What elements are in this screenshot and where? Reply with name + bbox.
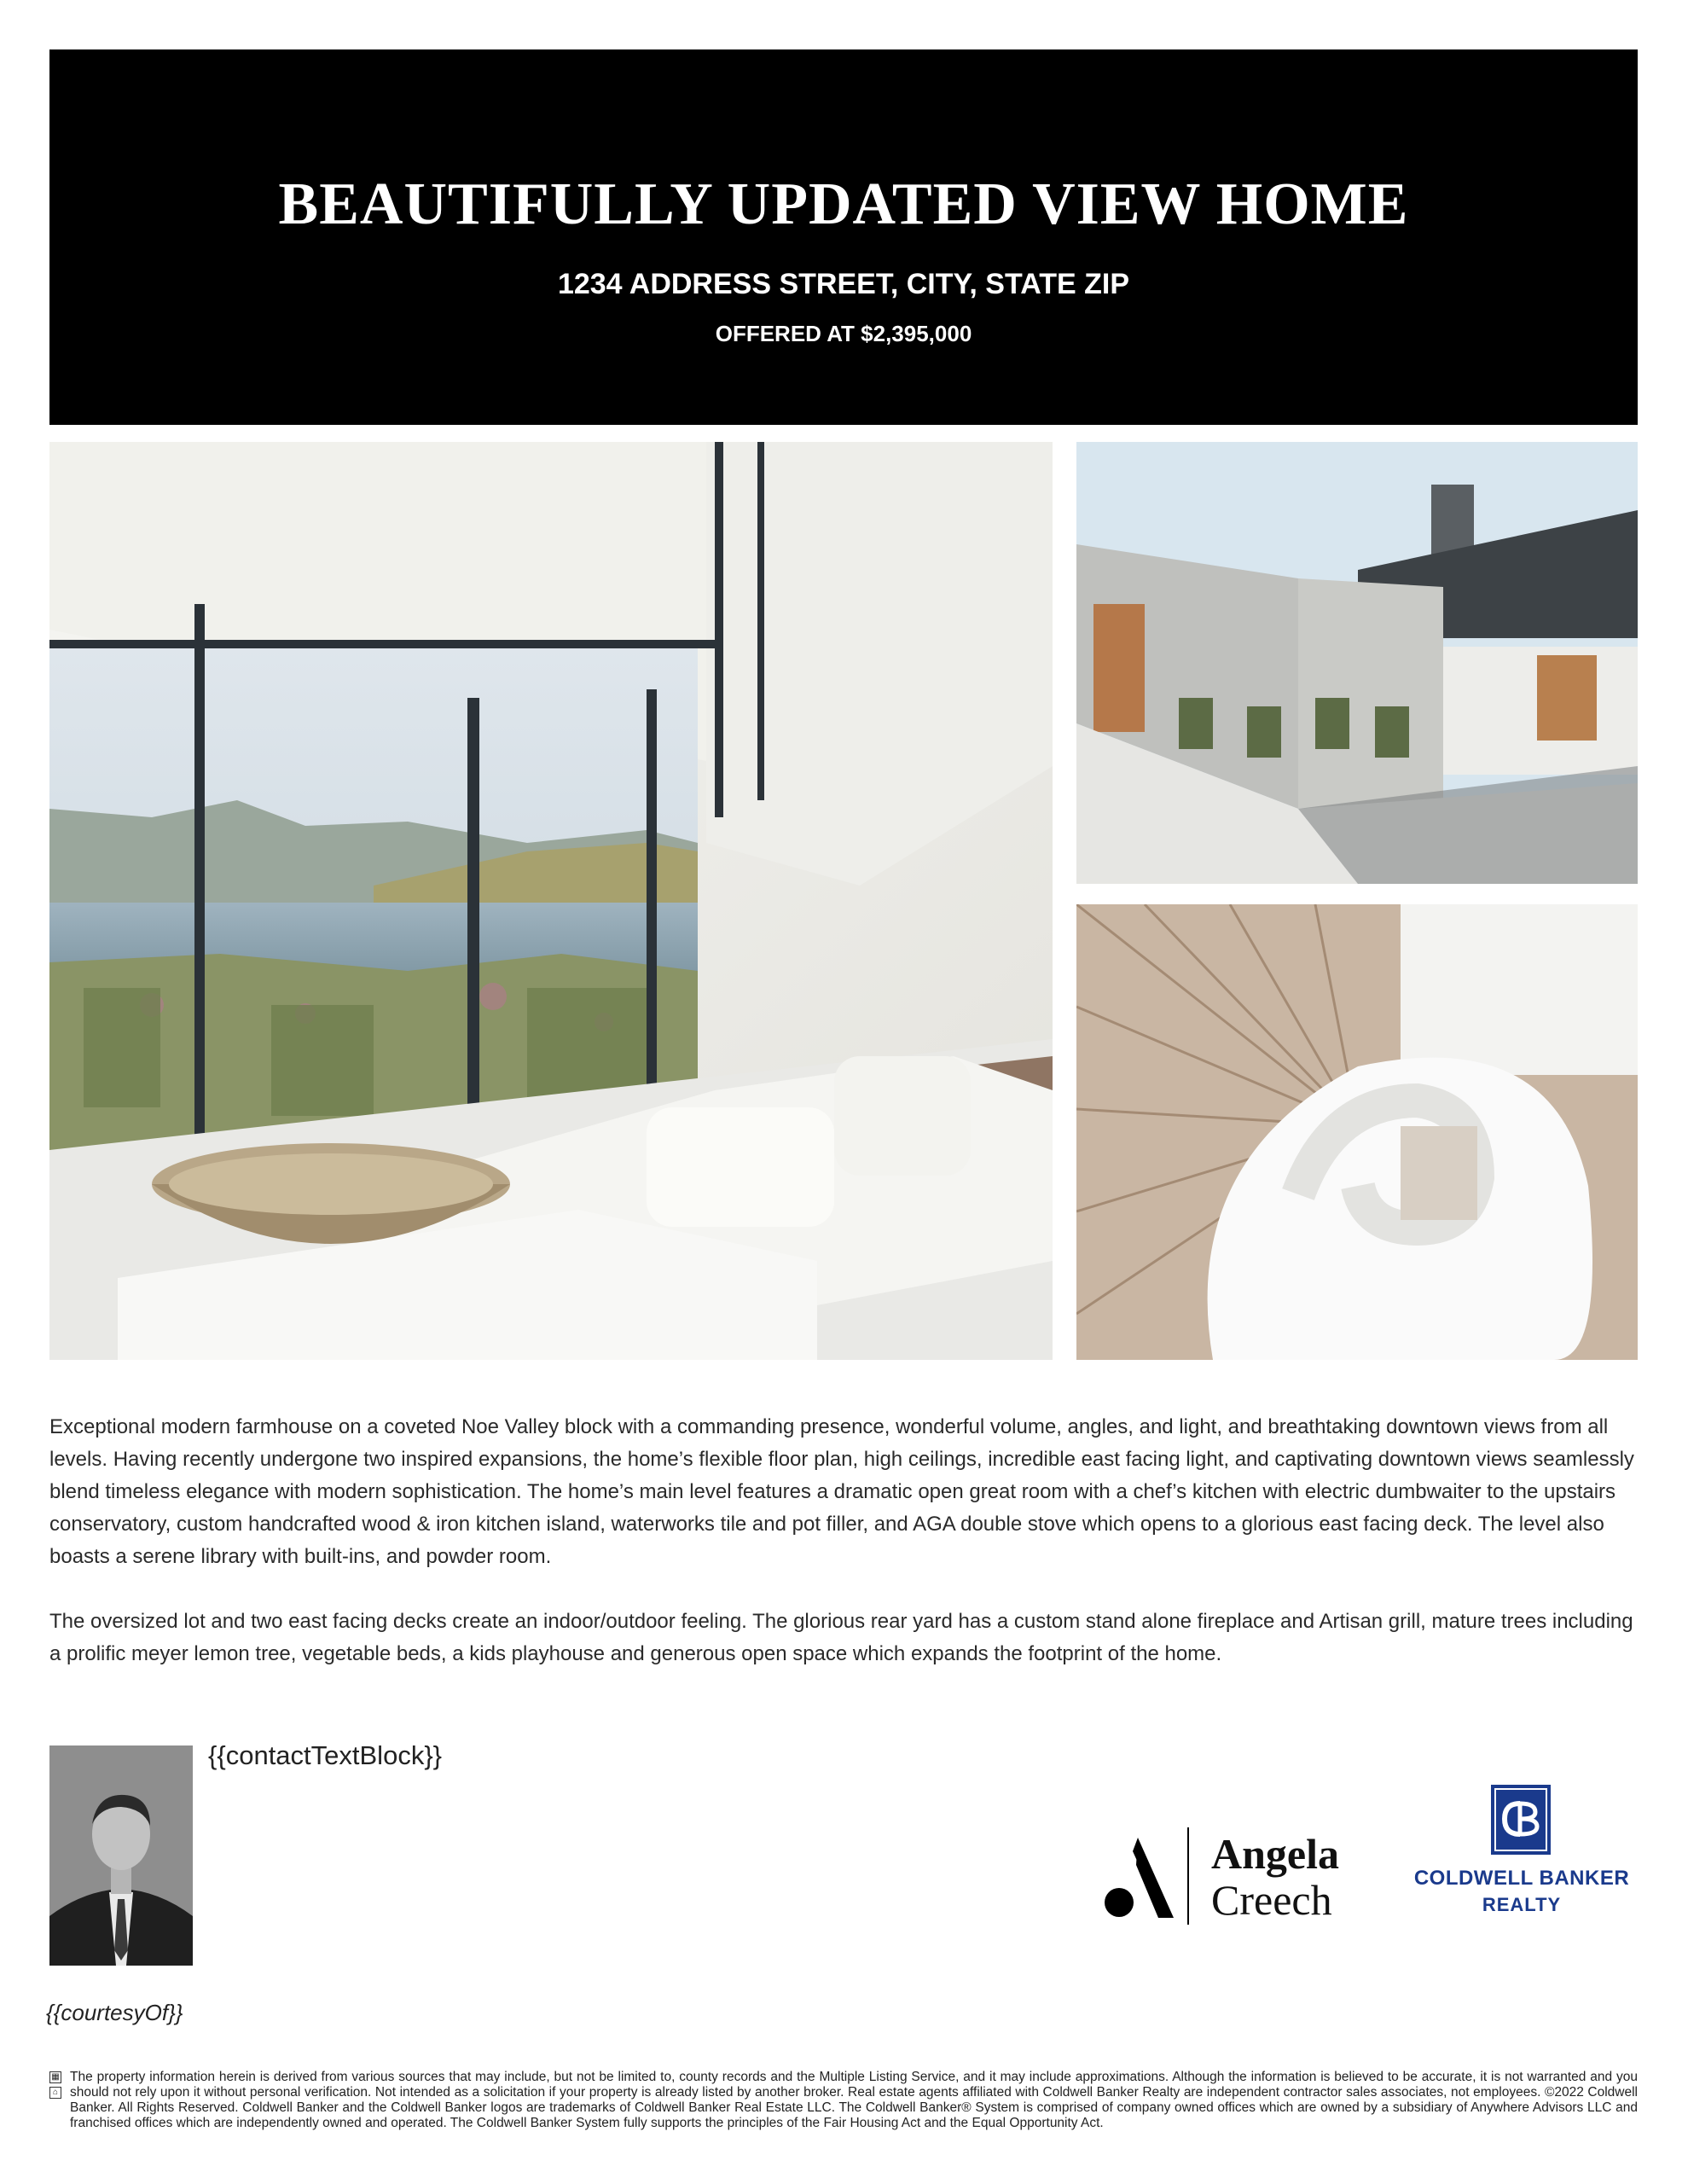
logo-last-name: Creech — [1211, 1876, 1332, 1924]
agent-headshot — [49, 1745, 193, 1966]
disclaimer-icons — [49, 2071, 65, 2102]
listing-title: BEAUTIFULLY UPDATED VIEW HOME — [278, 171, 1409, 237]
listing-price: OFFERED AT $2,395,000 — [715, 321, 972, 346]
cb-name: COLDWELL BANKER — [1413, 1867, 1630, 1890]
angela-creech-logo — [1099, 1827, 1370, 1928]
listing-address: 1234 ADDRESS STREET, CITY, STATE ZIP — [557, 268, 1130, 300]
header-banner — [49, 49, 1638, 425]
property-description — [49, 1411, 1638, 1670]
legal-disclaimer — [49, 2070, 1638, 2146]
disclaimer-text: The property information herein is derived from various sources that may include, but not be limited to, county records and the Multiple Listing Service, and it may include approximations. Although the information is believed to be accurate, it is not warranted and you should not rely upon it without personal verification. Not intended as a solicitation if your property is already listed by another broker. Real estate agents affiliated with Coldwell Banker Realty are independent contractor sales associates, not employees. ©2022 Coldwell Banker. All Rights Reserved. Coldwell Banker and the Coldwell Banker logos are trademarks of Coldwell Banker Real Estate LLC. The Coldwell Banker® System is comprised of company owned offices which are owned by a subsidiary of Anywhere Advisors LLC and franchised offices which are independently owned and operated. The Coldwell Banker System fully supports the principles of the Fair Housing Act and the Equal Opportunity Act. — [70, 2070, 1638, 2130]
coldwell-banker-logo — [1406, 1785, 1638, 1921]
description-paragraph-2: The oversized lot and two east facing decks create an indoor/outdoor feeling. The glorious rear yard has a custom stand alone fireplace and Artisan grill, mature trees including a prolific meyer lemon tree, vegetable beds, a kids playhouse and generous open space which expands the footprint of the home. — [49, 1610, 1633, 1665]
living-room-photo — [49, 442, 1053, 1360]
logo-divider — [1187, 1827, 1189, 1925]
cb-badge-icon — [1491, 1785, 1551, 1855]
angela-a-logo-icon — [1099, 1836, 1174, 1918]
logo-first-name: Angela — [1211, 1830, 1339, 1878]
contact-text-block: {{contactTextBlock}} — [208, 1740, 443, 1770]
mls-icon: ▦ — [49, 2071, 61, 2083]
staircase-photo — [1076, 904, 1638, 1360]
cb-realty: REALTY — [1482, 1894, 1562, 1915]
courtesy-of: {{courtesyOf}} — [46, 2000, 183, 2025]
description-paragraph-1: Exceptional modern farmhouse on a coveted Noe Valley block with a commanding presence, wonderful volume, angles, and light, and breathtaking downtown views from all levels. Having recently undergone two inspired expansions, the home’s flexible floor plan, high ceilings, incredible east facing light, and captivating downtown views seamlessly blend timeless elegance with modern sophistication. The home’s main level features a dramatic open great room with a chef’s kitchen with electric dumbwaiter to the upstairs conservatory, custom handcrafted wood & iron kitchen island, waterworks tile and pot filler, and AGA double stove which opens to a glorious east facing deck. The level also boasts a serene library with built-ins, and powder room. — [49, 1415, 1634, 1568]
equal-housing-icon: ⌂ — [49, 2087, 61, 2099]
exterior-photo — [1076, 442, 1638, 884]
